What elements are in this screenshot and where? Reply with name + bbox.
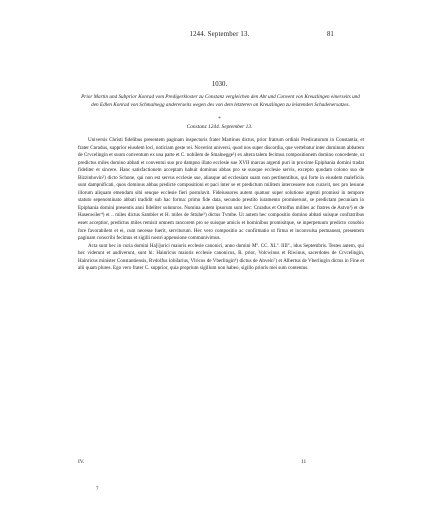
signature-mark: 11 (301, 459, 307, 465)
document-body (78, 137, 364, 273)
page-number: 81 (327, 31, 334, 38)
document-summary: Prior Martin und Subprior Konrad vom Predigerkloster zu Constanz vergleichen den Abt und Convent von Kreuzlingen einerseits und den Edlen Konrad von Schmalnegg andererseits wegen des von dem letzteren an Kreuzlingen zu leistenden Schadenersatzes. (81, 94, 360, 109)
ornament-star: * (218, 117, 221, 122)
running-header-date: 1244. September 13. (189, 31, 250, 38)
body-paragraph: Acta sunt hec in curia domini Ha[i]urici maioris ecclesie canonici, anno domini Mº. CC. XLº. IIIIº., idus Septembris. Testes autem, qui hec viderunt et audiverunt, sunt hi: Hainricus maioris ecclesie canonicus, R. prior, Volcwinus et Riwinus, sacerdotes de Crvcelingin, Hainricus minister Constantiensis, Rvdolfus lobilarius, Vlricus de Vberlingin⁶) dictus de Ahvein⁷) et Albertus de Vberlingin dictus in Fine et alii quam plures. Ego vero frater C. supprior, quia proprium sigillum non habeo, sigillo prioris mei sum contentus. (78, 242, 364, 272)
stray-mark: 7 (96, 487, 99, 492)
place-date-line: Constanz 1244. September 13. (186, 124, 253, 130)
body-paragraph: Universis Christi fidelibus presentem paginam inspecturis frater Martinus dictus, prior fratrum ordinis Predicatorum in Constantia, et frater Cnradus, supprior eiusdem loci, noticiam geste rei. Noverint universi, quod nos super discordia, que vertebatur inter dominum abbatem de Crvcelingin et suum conventum ex una parte et C. nobilem de Smalnegge¹) ex altera talem fecimus compositionem domino concedente, ut predictus miles domino abbati et conventui suo pro dampno illato ecclesie sue XVII marcas argenti puri in proxime Epiphania domini tradat fideliter et sincere. Hanc satisfactionem acceptam habuit dominus abbas pro se suoque ecclesie servis, excepto quodam colono suo de Bizzinhovin²) dicto Schone, qui non est servus ecclesie sue, aliasque ad ecclesiam suam non pertinentibus, qui forte in eiusdem maleficiis sunt dampnificati, quos dominus abbas predicte compositioni et paci inter se et predictum militem intercessere non curavit, nec pro lesione illorum aliquam emendam sibi seuque ecclesie fieri postulavit. Fideiussores autem quatuor super solutione argenti promissi in tempore statuto sepenominato abbati tradidit sub hac forma: primo fide data, secundo prestito iuramento promiserunt, se predictam pecuniam in Epiphania domini presentis anni fideliter soluturos. Nomina autem ipsorum sunt hec: Cnradus et Ortolfus milites ac fratres de Astvn³) et de Hasenwiler⁴) et .. miles dictus Sambler et H. miles de Sttuhe⁵) dictus Tvmbe. Ut autem hec compositio domino abbati suisque confratribus esset acceptior, predictus miles remisit omnem rancorem pro se suisque amicis et hominibus promisitque, se inperpetuum predicto conobio fore favorabilem et ei, cum necesse fuerit, serviturum. Hec vero compositio ac confirmatio ut firma et inconvulsa permaneat, presentem paginam conscribi fecimus et sigilli nostri appensione communivimus. (78, 137, 364, 242)
volume-number: IV. (78, 459, 85, 465)
document-number: 1030. (211, 81, 228, 88)
